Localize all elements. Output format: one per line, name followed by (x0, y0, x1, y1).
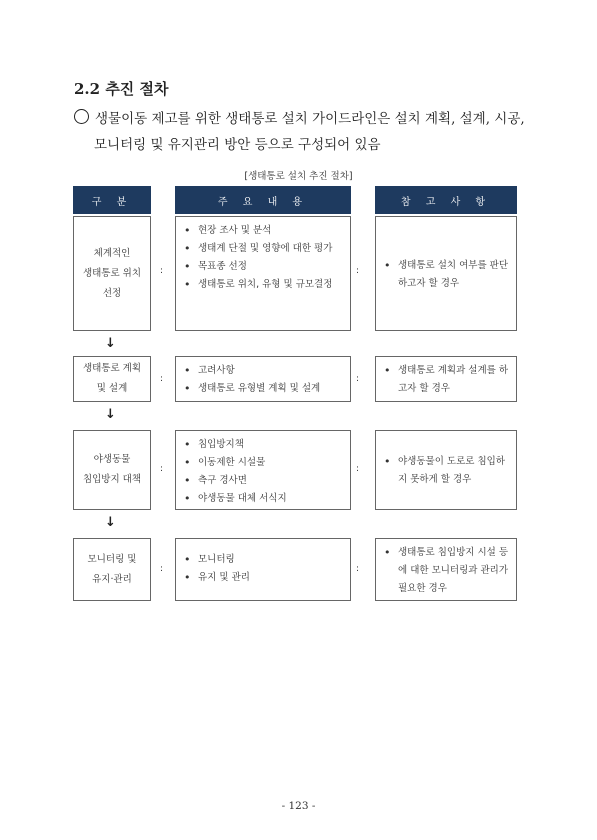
content-item: • 생태통로 유형별 계획 및 설계 (182, 380, 346, 398)
colon-separator: : (356, 266, 360, 276)
row-2-category (73, 356, 151, 402)
row-1-contents (175, 216, 351, 331)
row-1-references (375, 216, 517, 331)
reference-item: • 생태통로 계획과 설계를 하고자 할 경우 (382, 362, 512, 398)
row-4-references (375, 538, 517, 601)
colon-separator: : (356, 464, 360, 474)
down-arrow-icon: ↓ (105, 515, 116, 530)
content-item: • 야생동물 대체 서식지 (182, 490, 346, 508)
row-4-category (73, 538, 151, 601)
content-item: • 목표종 선정 (182, 258, 346, 276)
page-number: - 123 - (281, 800, 316, 812)
paragraph-line-2: 모니터링 및 유지관리 방안 등으로 구성되어 있음 (94, 137, 381, 153)
content-item: • 고려사항 (182, 362, 346, 380)
table-caption: [생태통로 설치 추진 절차] (244, 171, 353, 182)
row-1-category (73, 216, 151, 331)
colon-separator: : (160, 564, 164, 574)
row-3-category (73, 430, 151, 510)
intro-paragraph (74, 106, 534, 158)
header-content: 주 요 내 용 (175, 186, 351, 214)
row-1-category-text: 체계적인 생태통로 위치 선정 (82, 247, 142, 299)
content-item: • 침입방지책 (182, 436, 346, 454)
down-arrow-icon: ↓ (105, 407, 116, 422)
row-3-references (375, 430, 517, 510)
reference-item: • 야생동물이 도로로 침입하지 못하게 할 경우 (382, 453, 512, 489)
header-category: 구 분 (73, 186, 151, 214)
content-item: • 유지 및 관리 (182, 569, 346, 587)
row-3-contents (175, 430, 351, 510)
content-item: • 생태통로 위치, 유형 및 규모결정 (182, 276, 346, 294)
colon-separator: : (356, 374, 360, 384)
content-item: • 생태계 단절 및 영향에 대한 평가 (182, 240, 346, 258)
content-item: • 현장 조사 및 분석 (182, 222, 346, 240)
header-reference: 참 고 사 항 (375, 186, 517, 214)
content-item: • 측구 경사면 (182, 472, 346, 490)
content-item: • 모니터링 (182, 551, 346, 569)
row-2-category-text: 생태통로 계획 및 설계 (82, 363, 142, 394)
row-4-contents (175, 538, 351, 601)
row-3-category-text: 야생동물 침입방지 대책 (82, 454, 142, 485)
reference-item: • 생태통로 설치 여부를 판단하고자 할 경우 (382, 257, 512, 293)
colon-separator: : (356, 564, 360, 574)
content-item: • 이동제한 시설물 (182, 454, 346, 472)
hollow-circle-bullet-icon (74, 109, 89, 124)
down-arrow-icon: ↓ (105, 336, 116, 351)
colon-separator: : (160, 374, 164, 384)
row-2-contents (175, 356, 351, 402)
section-heading: 2.2 추진 절차 (74, 80, 169, 98)
row-4-category-text: 모니터링 및 유지·관리 (87, 553, 137, 585)
row-2-references (375, 356, 517, 402)
reference-item: • 생태통로 침입방지 시설 등에 대한 모니터링과 관리가 필요한 경우 (382, 544, 512, 598)
colon-separator: : (160, 464, 164, 474)
colon-separator: : (160, 266, 164, 276)
paragraph-line-1: 생물이동 제고를 위한 생태통로 설치 가이드라인은 설치 계획, 설계, 시공, (95, 111, 525, 127)
